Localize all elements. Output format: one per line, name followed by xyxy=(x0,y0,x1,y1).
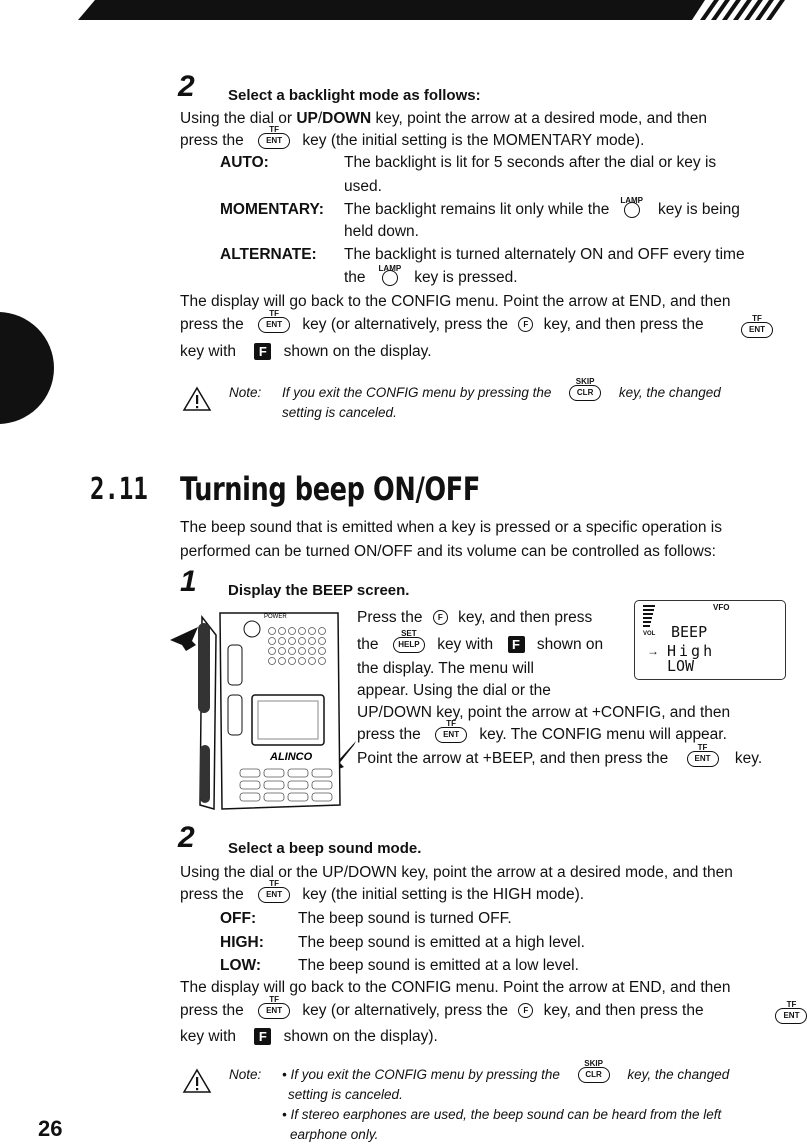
chapter-tab xyxy=(0,312,54,424)
note-label: Note: xyxy=(229,385,262,400)
mode-label: MOMENTARY: xyxy=(220,201,324,218)
intro-line: performed can be turned ON/OFF and its volume can be controlled as follows: xyxy=(180,543,716,560)
lcd-mode: VFO xyxy=(713,603,730,612)
mode-desc: The beep sound is turned OFF. xyxy=(298,910,512,927)
radio-power-label: POWER xyxy=(264,614,287,620)
warning-icon xyxy=(182,1068,212,1094)
mode-desc: The beep sound is emitted at a low level. xyxy=(298,957,579,974)
header-bar xyxy=(0,0,786,22)
f-key-icon: F xyxy=(518,1003,533,1018)
step1-line: appear. Using the dial or the xyxy=(357,682,551,699)
lcd-line2: High xyxy=(667,642,716,660)
clr-key-icon: SKIP CLR xyxy=(569,385,601,401)
note-text: If you exit the CONFIG menu by pressing the SKIP CLR key, the changed xyxy=(282,377,721,400)
paragraph-line: press the TF ENT key (the initial setting is the HIGH mode). xyxy=(180,878,585,903)
paragraph-line: press the TF ENT key (or alternatively, press the F key, and then press the xyxy=(180,994,704,1019)
paragraph-line: The display will go back to the CONFIG menu. Point the arrow at END, and then xyxy=(180,979,731,996)
ent-key-icon: TF ENT xyxy=(687,751,719,767)
step1-line: the SET HELP key with F shown on xyxy=(357,628,604,653)
paragraph-line: key with F shown on the display). xyxy=(180,1028,438,1045)
help-key-icon: SET HELP xyxy=(393,637,425,653)
step1-line: Point the arrow at +BEEP, and then press the TF ENT key. xyxy=(357,742,763,767)
step-heading: Select a backlight mode as follows: xyxy=(228,87,481,104)
step1-line: the display. The menu will xyxy=(357,660,534,677)
mode-desc: The backlight remains lit only while the LAMP key is being xyxy=(344,195,740,218)
lcd-vol-label: VOL xyxy=(643,631,656,637)
mode-desc: the LAMP key is pressed. xyxy=(344,263,518,286)
mode-desc: The backlight is turned alternately ON and OFF every time xyxy=(344,246,745,263)
paragraph-line: Using the dial or UP/DOWN key, point the arrow at a desired mode, and then xyxy=(180,110,707,127)
lamp-key-icon: LAMP xyxy=(624,202,640,218)
note-text: setting is canceled. xyxy=(288,1087,403,1102)
f-key-icon: F xyxy=(518,317,533,332)
intro-line: The beep sound that is emitted when a key is pressed or a specific operation is xyxy=(180,519,722,536)
lcd-display xyxy=(634,600,786,680)
mode-desc: The backlight is lit for 5 seconds after the dial or key is xyxy=(344,154,717,171)
clr-key-icon: SKIP CLR xyxy=(578,1067,610,1083)
step1-line: Press the F key, and then press xyxy=(357,609,593,626)
mode-label: OFF: xyxy=(220,910,257,927)
mode-label: ALTERNATE: xyxy=(220,246,317,263)
radio-illustration xyxy=(160,605,356,810)
mode-label: AUTO: xyxy=(220,154,269,171)
mode-desc: held down. xyxy=(344,223,419,240)
f-indicator-icon: F xyxy=(508,636,525,653)
paragraph-line: The display will go back to the CONFIG menu. Point the arrow at END, and then xyxy=(180,293,731,310)
paragraph-line: Using the dial or the UP/DOWN key, point the arrow at a desired mode, and then xyxy=(180,864,733,881)
step-number: 2 xyxy=(178,821,195,854)
ent-key-icon: TF ENT xyxy=(258,887,290,903)
note-label: Note: xyxy=(229,1067,262,1082)
mode-label: HIGH: xyxy=(220,934,264,951)
step-number: 2 xyxy=(178,70,195,103)
ent-key-icon: TF ENT xyxy=(775,1008,807,1024)
section-title: Turning beep ON/OFF xyxy=(180,470,480,508)
step-heading: Display the BEEP screen. xyxy=(228,582,410,599)
mode-desc: The beep sound is emitted at a high level. xyxy=(298,934,585,951)
note-text: setting is canceled. xyxy=(282,405,397,420)
ent-key-icon: TF ENT xyxy=(258,317,290,333)
note-text: earphone only. xyxy=(290,1127,379,1142)
lamp-key-icon: LAMP xyxy=(382,270,398,286)
section-number: 2.11 xyxy=(90,472,148,507)
lcd-line3: LOW xyxy=(667,657,695,675)
step-number: 1 xyxy=(180,565,197,598)
f-indicator-icon: F xyxy=(254,1028,271,1045)
lcd-line1: BEEP xyxy=(671,623,708,641)
paragraph-line: key with F shown on the display. xyxy=(180,343,432,360)
step1-line: UP/DOWN key, point the arrow at +CONFIG, and then xyxy=(357,704,731,721)
page-number: 26 xyxy=(38,1116,63,1141)
f-indicator-icon: F xyxy=(254,343,271,360)
warning-icon xyxy=(182,386,212,412)
f-key-icon: F xyxy=(433,610,448,625)
lcd-arrow-icon: → xyxy=(647,644,659,658)
radio-brand-label: ALINCO xyxy=(270,751,313,763)
paragraph-line: press the TF ENT key (or alternatively, press the F key, and then press the xyxy=(180,308,704,333)
ent-key-icon: TF ENT xyxy=(258,133,290,149)
ent-key-icon: TF ENT xyxy=(741,322,773,338)
volume-bars-icon xyxy=(643,605,657,629)
step-heading: Select a beep sound mode. xyxy=(228,840,422,857)
mode-label: LOW: xyxy=(220,957,262,974)
note-text: • If you exit the CONFIG menu by pressing the SKIP CLR key, the changed xyxy=(282,1059,730,1082)
note-text: • If stereo earphones are used, the beep sound can be heard from the left xyxy=(282,1107,722,1122)
paragraph-line: press the TF ENT key (the initial setting is the MOMENTARY mode). xyxy=(180,124,645,149)
ent-key-icon: TF ENT xyxy=(435,727,467,743)
mode-desc: used. xyxy=(344,178,382,195)
ent-key-icon: TF ENT xyxy=(258,1003,290,1019)
step1-line: press the TF ENT key. The CONFIG menu will appear. xyxy=(357,718,727,743)
